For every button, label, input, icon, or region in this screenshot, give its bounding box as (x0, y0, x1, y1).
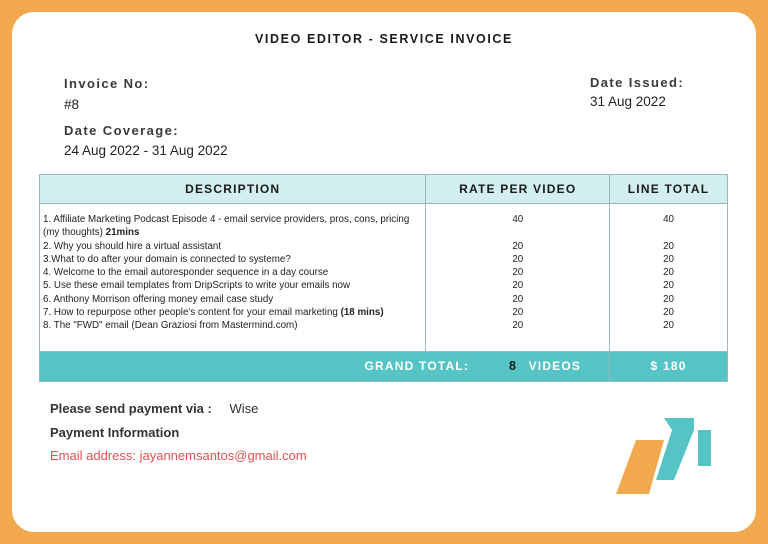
row-rate: 20 (512, 280, 524, 292)
grand-total-amount: $ 180 (610, 351, 728, 381)
grand-total-count: 8 (508, 358, 518, 373)
row-line-total: 20 (663, 280, 675, 292)
row-rate: 20 (512, 320, 524, 332)
header-rate: RATE PER VIDEO (426, 175, 610, 204)
row-rate: 20 (512, 267, 524, 279)
brand-logo-icon (616, 414, 716, 498)
header-description: DESCRIPTION (40, 175, 426, 204)
invoice-table (39, 174, 728, 382)
row-line-total: 20 (663, 320, 675, 332)
payment-info-label: Payment Information (50, 425, 180, 440)
row-duration: 21mins (105, 227, 140, 239)
row-duration: (18 mins) (340, 307, 384, 319)
row-line-total: 40 (663, 214, 675, 225)
grand-total-label: GRAND TOTAL: (364, 358, 470, 373)
row-line-total: 20 (663, 253, 675, 265)
row-rate: 20 (512, 240, 524, 252)
row-description: 5. Use these email templates from DripScripts to write your emails now (43, 280, 351, 292)
invoice-no-label: Invoice No: (64, 76, 150, 91)
row-description: 6. Anthony Morrison offering money email case study (43, 293, 274, 305)
grand-total-cell (40, 351, 610, 381)
row-line-total: 20 (663, 293, 675, 305)
line-total-column (610, 204, 728, 352)
grand-total-unit: VIDEOS (528, 358, 582, 373)
row-description: 7. How to repurpose other people's content for your email marketing (18 mins) (43, 307, 384, 319)
row-rate: 20 (512, 293, 524, 305)
row-rate: 20 (512, 307, 524, 319)
row-description: 1. Affiliate Marketing Podcast Episode 4 - email service providers, pros, cons, pricing (my thoughts) 21mins (43, 214, 410, 239)
row-description: 8. The "FWD" email (Dean Graziosi from Mastermind.com) (43, 320, 298, 332)
date-coverage-label: Date Coverage: (64, 123, 179, 138)
header-line-total: LINE TOTAL (610, 175, 728, 204)
row-description: 3.What to do after your domain is connected to systeme? (43, 253, 291, 265)
date-issued-label: Date Issued: (590, 75, 685, 90)
rate-column (426, 204, 610, 352)
payment-email: Email address: jayannemsantos@gmail.com (50, 448, 307, 463)
row-rate: 20 (512, 253, 524, 265)
row-description: 2. Why you should hire a virtual assistant (43, 240, 222, 252)
row-line-total: 20 (663, 267, 675, 279)
row-line-total: 20 (663, 240, 675, 252)
row-line-total: 20 (663, 307, 675, 319)
row-rate: 40 (512, 214, 524, 225)
description-column (40, 204, 426, 352)
row-description: 4. Welcome to the email autoresponder sequence in a day course (43, 267, 329, 279)
payment-via-label: Please send payment via : (50, 401, 212, 416)
payment-via-value: Wise (229, 401, 259, 416)
invoice-card (12, 12, 756, 532)
date-issued-value: 31 Aug 2022 (590, 94, 666, 109)
date-coverage-value: 24 Aug 2022 - 31 Aug 2022 (64, 143, 228, 158)
invoice-title: VIDEO EDITOR - SERVICE INVOICE (255, 32, 513, 46)
invoice-no-value: #8 (64, 97, 80, 112)
payment-via (50, 401, 258, 416)
